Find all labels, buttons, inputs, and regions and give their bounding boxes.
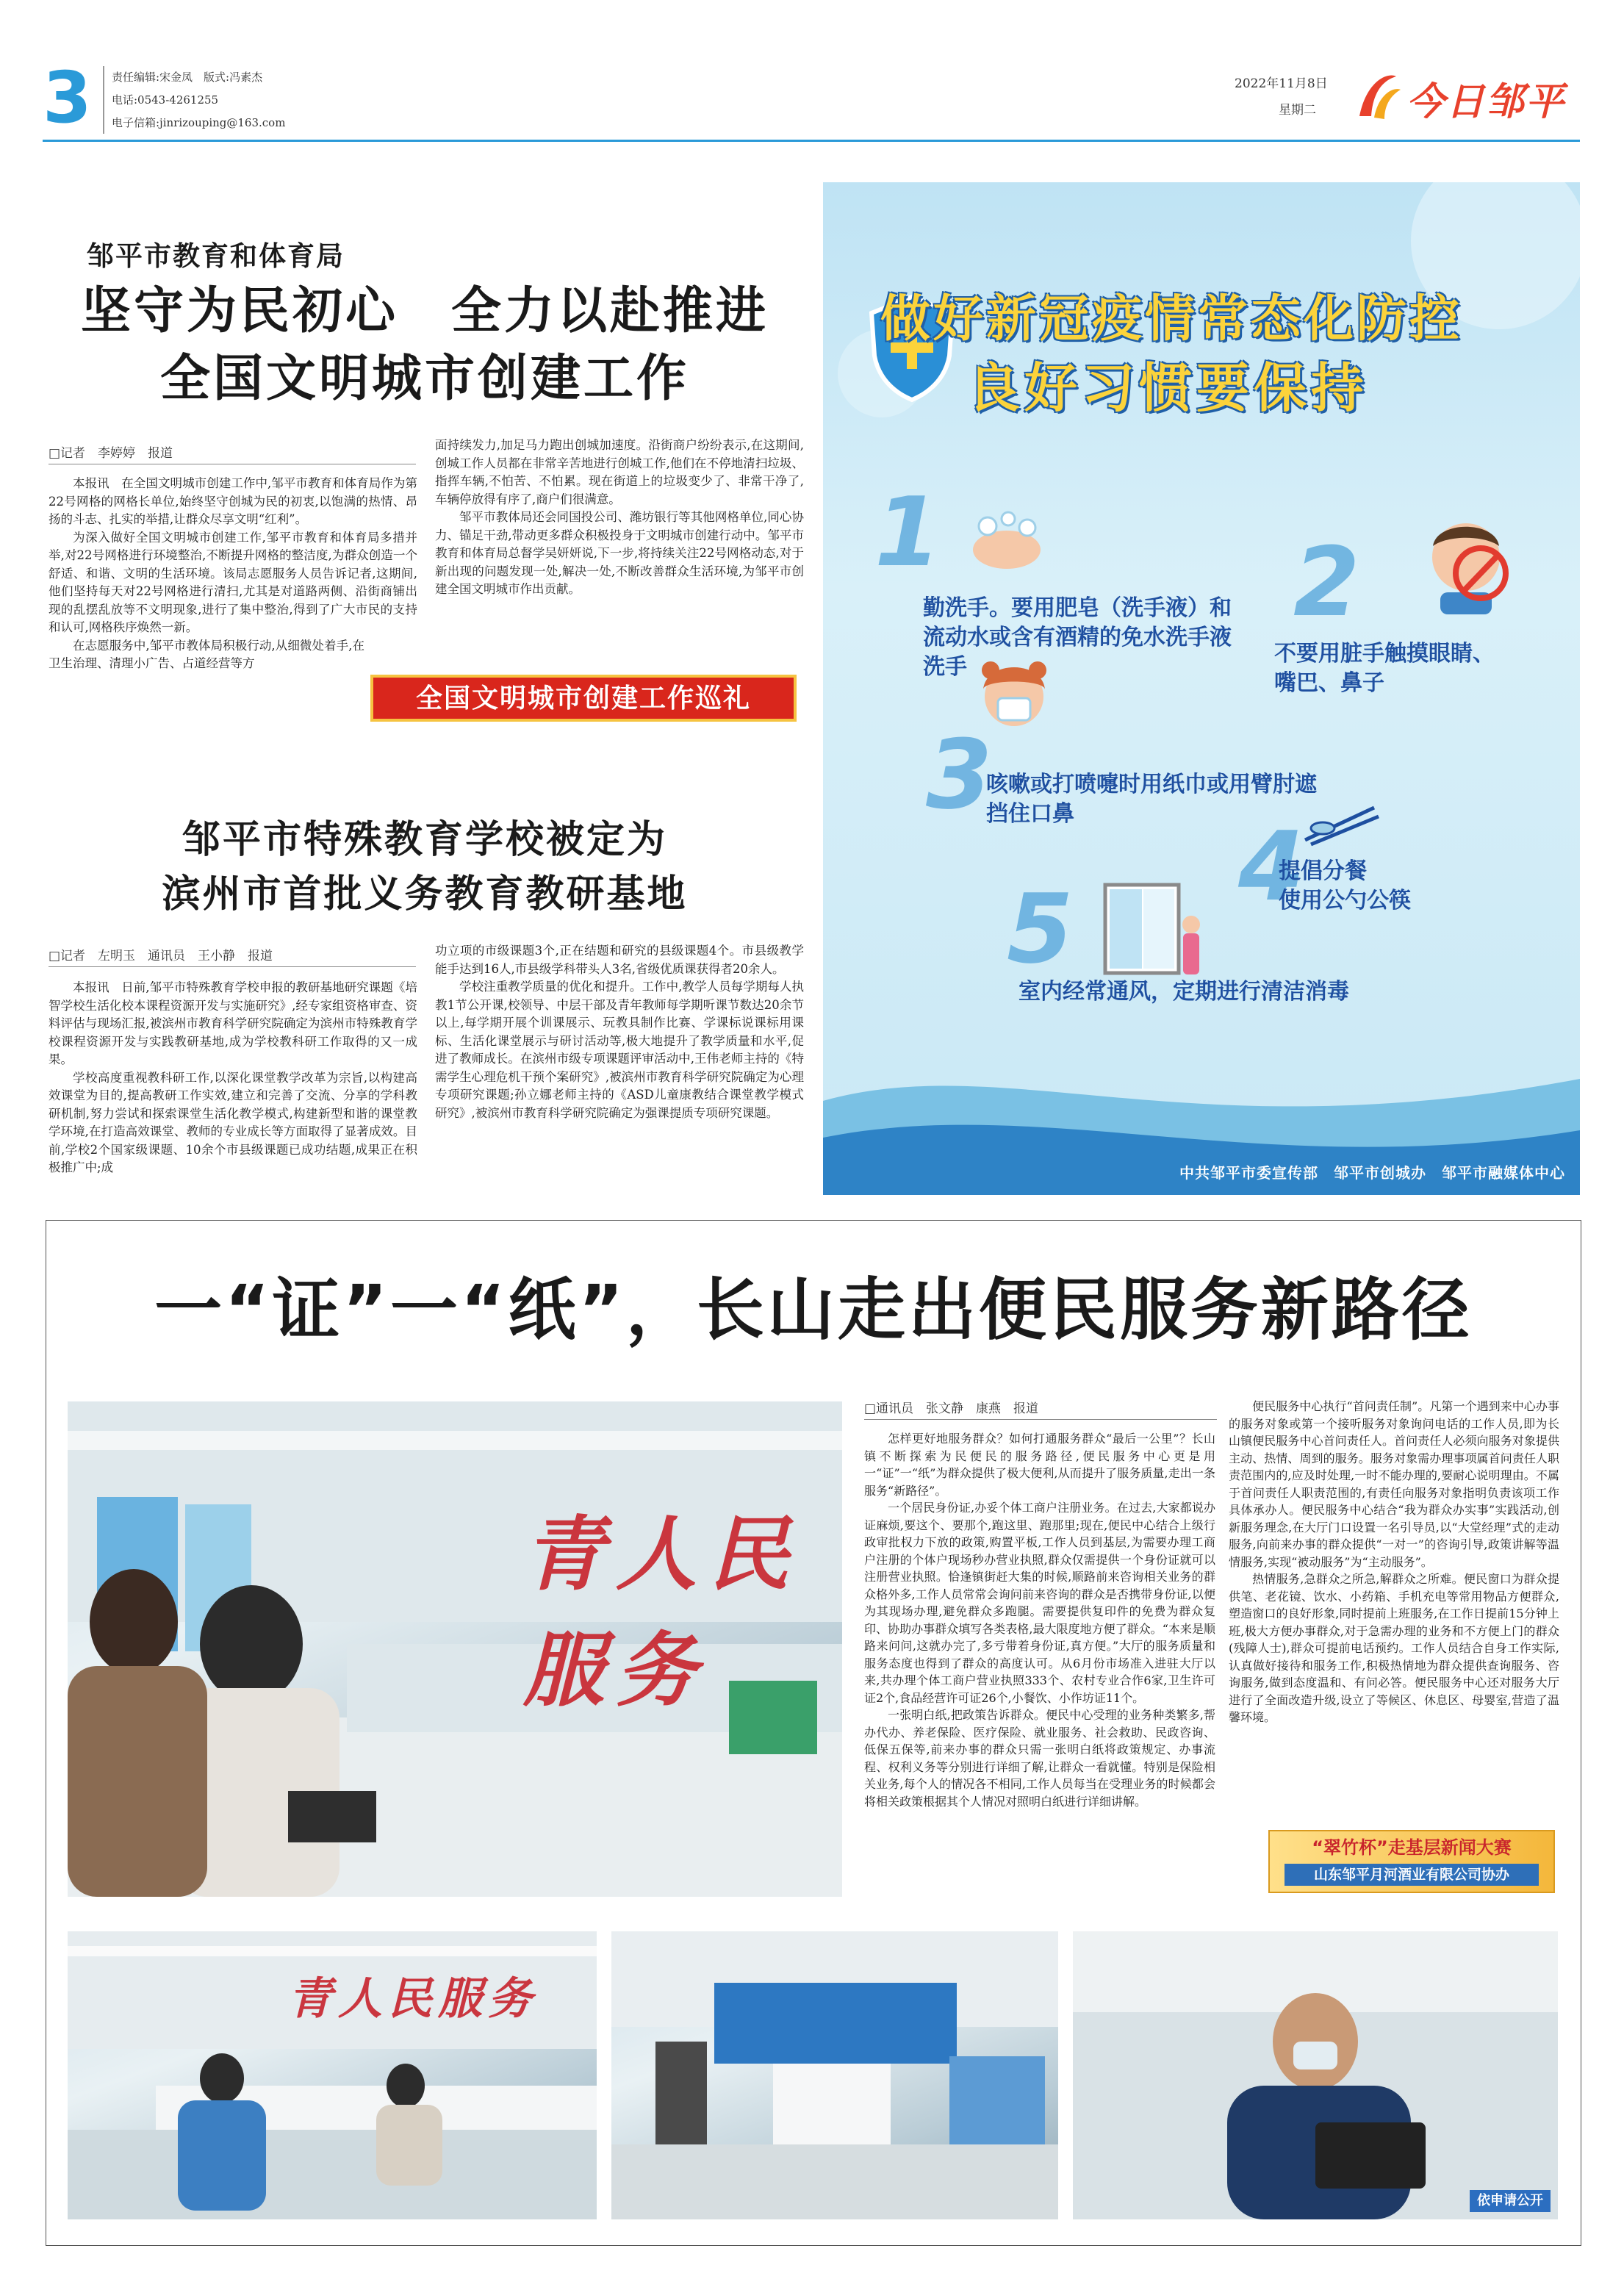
item-text-4-line2: 使用公勺公筷 [1279, 888, 1411, 913]
item-number-1: 1 [874, 476, 941, 588]
paragraph: 本报讯 在全国文明城市创建工作中,邹平市教育和体育局作为第22号网格的网格长单位,始终坚守创城为民的初衷,以饱满的热情、昂扬的斗志、扎实的举措,让群众尽享文明“红利”。 [48, 476, 417, 526]
feature-col1 [864, 1430, 1215, 1810]
article1-byline: □记者 李婷婷 报道 [48, 442, 416, 464]
item-number-5: 5 [1007, 873, 1074, 985]
paragraph: 便民服务中心执行“首问责任制”。凡第一个遇到来中心办事的服务对象或第一个接听服务对象询问电话的工作人员,即为长山镇便民服务中心首问责任人。首问责任人必须向服务对象提供主动、热情、周到的服务。服务对象需办理事项属首问责任人职责范围内的,应及时处理,一时不能办理的,要耐心说明理由。不属于首问责任人职责范围的,有责任向服务对象指明负责该项工作具体承办人。便民服务中心结合“我为群众办实事”实践活动,创新服务理念,在大厅门口设置一名引导员,以“大堂经理”式的走动服务,向前来办事的群众提供“一对一”的咨询引导,政策讲解等温情服务,实现“被动服务”为“主动服务”。 [1229, 1399, 1559, 1569]
small-photo-1 [68, 1931, 597, 2219]
weekday-text: 星期二 [1279, 103, 1316, 118]
poster-title1: 做好新冠疫情常态化防控 [880, 290, 1463, 348]
item-text-4-line1: 提倡分餐 [1279, 858, 1367, 884]
article2-col1 [48, 979, 417, 1177]
paragraph: 面持续发力,加足马力跑出创城加速度。沿街商户纷纷表示,在这期间,创城工作人员都在非常辛苦地进行创城工作,他们在不停地清扫垃圾、指挥车辆,不怕苦、不怕累。现在街道上的垃圾变少了、非常干净了,车辆停放得有序了,商户们很满意。 [435, 438, 804, 506]
paragraph: 在志愿服务中,邹平市教体局积极行动,从细微处着手,在卫生治理、清理小广告、占道经营等方 [48, 638, 364, 670]
page-number: 3 [43, 57, 92, 139]
feature-col2 [1229, 1398, 1559, 1726]
article1-title-line1: 坚守为民初心 全力以赴推进 [80, 282, 769, 340]
civilization-banner [370, 675, 797, 722]
editor-info [112, 66, 285, 134]
paragraph: 学校注重教学质量的优化和提升。工作中,教学人员每学期每人执教1节公开课,校领导、中层干部及青年教师每学期听课节数达20余节以上,每学期开展个训课展示、玩教具制作比赛、学课标说课标用课标、生活化课堂展示与研讨活动等,极大地提升了教学质量和水平,促进了教师成长。在滨州市级专项课题评审活动中,王伟老师主持的《特需学生心理危机干预个案研究》,被滨州市教育科学研究院确定为心理专项研究课题;孙立娜老师主持的《ASD儿童康教结合课堂教学模式研究》,被滨州市教育科学研究院确定为强课提质专项研究课题。 [435, 980, 804, 1120]
item-text-5: 室内经常通风，定期进行清洁消毒 [1018, 979, 1349, 1005]
logo-swirl-icon [1352, 65, 1404, 128]
item-text-2: 不要用脏手触摸眼睛、嘴巴、鼻子 [1274, 641, 1495, 696]
article2-title-line1: 邹平市特殊教育学校被定为 [182, 817, 667, 862]
no-touch-face-icon [1411, 506, 1521, 616]
chopsticks-spoon-icon [1301, 803, 1382, 847]
article2-title-line2: 滨州市首批义务教育教研基地 [162, 872, 688, 916]
date-text: 2022年11月8日 [1235, 76, 1328, 91]
article1-col1 [48, 475, 417, 673]
article2-title [43, 813, 807, 922]
paragraph: 一张明白纸,把政策告诉群众。便民中心受理的业务种类繁多,帮办代办、养老保险、医疗保险、就业服务、社会救助、民政咨询、低保五保等,前来办事的群众只需一张明白纸将政策规定、办事流程、权利义务等分别进行详细了解,让群众一看就懂。特别是保险相关业务,每个人的情况各不相同,工作人员每当在受理业务的时候都会将相关政策根据其个人情况对照明白纸进行详细讲解。 [864, 1708, 1215, 1809]
email-line: 电子信箱:jinrizouping@163.com [112, 116, 286, 129]
header-rule [43, 140, 1580, 142]
paragraph: 本报讯 日前,邹平市特殊教育学校申报的教研基地研究课题《培智学校生活化校本课程资源开发与实施研究》,经专家组资格审查、资料评估与现场汇报,被滨州市教育科学研究院确定为滨州市特殊教育学校课程资源开发与实践教研基地,成为学校教科研工作取得的又一成果。 [48, 980, 417, 1066]
paper-logo [1352, 65, 1573, 128]
paragraph: 一个居民身份证,办妥个体工商户注册业务。在过去,大家都说办证麻烦,要这个、要那个,跑这里、跑那里;现在,便民中心结合上级行政审批权力下放的政策,购置平板,工作人员到基层,为需要办理工商户注册的个体户现场秒办营业执照,群众仅需提供一个身份证就可以注册营业执照。恰逢镇街赶大集的时候,顺路前来咨询相关业务的群众格外多,工作人员常常会询问前来咨询的群众是否携带身份证,以便为其现场办理,避免群众多跑腿。需要提供复印件的免费为群众复印、协助办事群众填写各类表格,最大限度地方便了群众。“本来是顺路来问问,这就办完了,多亏带着身份证,真方便。”大厅的服务质量和服务态度也得到了群众的高度认可。从6月份市场准入进驻大厅以来,共办理个体工商户营业执照333个、农村专业合作6家,卫生许可证2个,食品经营许可证26个,小餐饮、小作坊证11个。 [864, 1501, 1215, 1705]
contest-sponsor: 山东邹平月河酒业有限公司协办 [1285, 1864, 1539, 1886]
header-divider-left [103, 66, 104, 134]
small-photo-3-sign: 依申请公开 [1470, 2190, 1551, 2212]
lobby-photo-art [611, 1931, 1058, 2219]
article1-kicker: 邹平市教育和体育局 [87, 240, 345, 272]
article2-byline: □记者 左明玉 通讯员 王小静 报道 [48, 945, 416, 967]
article1-title-line2: 全国文明城市创建工作 [159, 350, 689, 408]
paragraph: 邹平市教体局还会同国投公司、潍坊银行等其他网格单位,同心协力、锚足干劲,带动更多群众积极投身于文明城市创建行动中。邹平市教育和体育局总督学吴妍妍说,下一步,将持续关注22号网格动态,对于新出现的问题发现一处,解决一处,不断改善群众生活环境,为邹平市创建全国文明城市作出贡献。 [435, 510, 804, 596]
contest-title: “翠竹杯”走基层新闻大赛 [1312, 1837, 1512, 1858]
poster-footer: 中共邹平市委宣传部 邹平市创城办 邹平市融媒体中心 [1179, 1164, 1565, 1182]
small-photo-3 [1073, 1931, 1558, 2219]
feature-byline: □通讯员 张文静 康燕 报道 [864, 1398, 1217, 1420]
paragraph: 热情服务,急群众之所急,解群众之所难。便民窗口为群众提供笔、老花镜、饮水、小药箱、手机充电等常用物品方便群众,塑造窗口的良好形象,同时提前上班服务,在工作日提前15分钟上班,极大方便办事群众,对于急需办理的业务和不方便上门的群众(残障人士),群众可提前电话预约。工作人员结合自身工作实际,认真做好接待和服务工作,积极热情地为群众提供查询服务、咨询服务,做到态度温和、有问必答。便民服务中心还对服务大厅进行了全面改造升级,设立了等候区、休息区、母婴室,营造了温馨环境。 [1229, 1572, 1559, 1724]
paper-name: 今日邹平 [1406, 79, 1566, 124]
paragraph: 学校高度重视教科研工作,以深化课堂教学改革为宗旨,以构建高效课堂为目的,提高教研工作实效,建立和完善了交流、分享的学科教研机制,努力尝试和探索课堂生活化教学模式,构建新型和谐的课堂教学环境,在打造高效课堂、教师的专业成长等方面取得了显著成效。目前,学校2个国家级课题、10余个市县级课题已成功结题,成果正在积极推广中;成 [48, 1070, 417, 1174]
main-photo [68, 1401, 842, 1897]
paragraph: 为深入做好全国文明城市创建工作,邹平市教育和体育局多措并举,对22号网格进行环境整治,不断提升网格的整洁度,为群众创造一个舒适、和谐、文明的生活环境。该局志愿服务人员告诉记者,这期间,他们坚持每天对22号网格进行清扫,尤其是对道路两侧、沿街商铺出现的乱摆乱放等不文明现象,进行了集中整治,得到了广大市民的支持和认可,网格秩序焕然一新。 [48, 530, 417, 634]
poster-title2: 良好习惯要保持 [967, 357, 1369, 419]
man-with-tablet-photo-art [1073, 1931, 1558, 2219]
paragraph: 功立项的市级课题3个,正在结题和研究的县级课题4个。市县级教学能手达到16人,市县级学科带头人3名,省级优质课获得者20余人。 [435, 944, 804, 976]
phone-line: 电话:0543-4261255 [112, 93, 219, 107]
banner-text: 全国文明城市创建工作巡礼 [415, 683, 751, 714]
news-contest-badge [1268, 1830, 1555, 1893]
header-date [1235, 71, 1328, 123]
item-number-3: 3 [926, 719, 993, 830]
open-window-icon [1099, 880, 1210, 991]
article1-title [43, 278, 807, 413]
item-text-1: 勤洗手。要用肥皂（洗手液）和流动水或含有酒精的免水洗手液洗手 [923, 595, 1232, 680]
small-photo-1-wall-sign: 青人民服务 [288, 1973, 538, 2025]
item-number-4: 4 [1238, 811, 1305, 922]
covid-poster [823, 182, 1580, 1195]
editor-line: 责任编辑:宋金凤 版式:冯素杰 [112, 71, 263, 84]
item-text-3: 咳嗽或打喷嚏时用纸巾或用臂肘遮挡住口鼻 [986, 772, 1317, 827]
hand-washing-icon [963, 506, 1051, 579]
paragraph: 怎样更好地服务群众？如何打通服务群众“最后一公里”？长山镇不断探索为民便民的服务路径,便民服务中心更是用一“证”一“纸”为群众提供了极大便利,从而提升了服务质量,走出一条服务“新路径”。 [864, 1432, 1215, 1498]
item-text-4 [1279, 857, 1411, 916]
small-photo-2 [611, 1931, 1058, 2219]
article1-col2 [435, 437, 804, 599]
main-photo-wall-sign: 青人民服务 [523, 1507, 801, 1717]
feature-title: 一“证”一“纸”，长山走出便民服务新路径 [154, 1271, 1473, 1349]
item-number-2: 2 [1293, 526, 1360, 638]
article2-col2 [435, 942, 804, 1122]
